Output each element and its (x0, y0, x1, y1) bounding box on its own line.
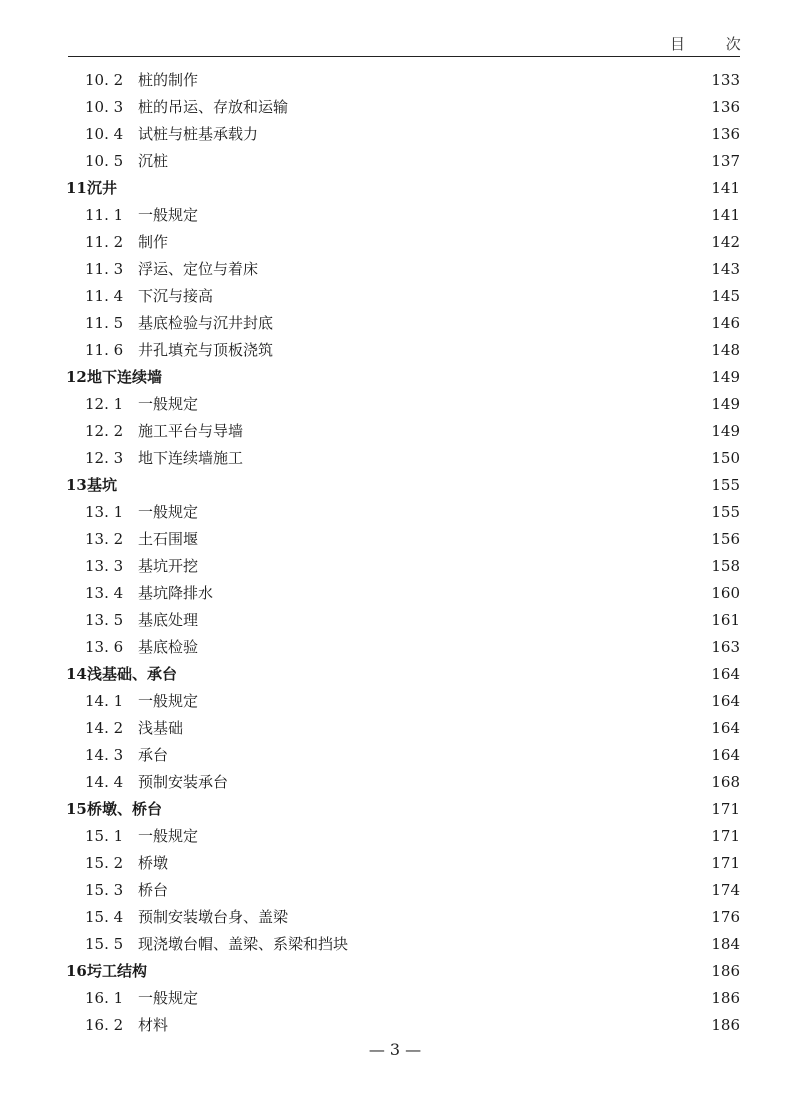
toc-entry-page: 149 (711, 368, 740, 386)
toc-entry-page: 137 (711, 152, 740, 170)
toc-section-entry (60, 94, 740, 121)
toc-entry-number: 15. 2 (85, 854, 124, 872)
toc-section-entry (60, 256, 740, 283)
toc-entry-number: 11. 6 (85, 341, 124, 359)
toc-entry-page: 174 (711, 881, 740, 899)
toc-entry-title: 一般规定 (138, 395, 199, 413)
dot-leader (165, 364, 707, 391)
toc-entry-title: 一般规定 (138, 692, 199, 710)
toc-entry-number: 15. 5 (85, 935, 124, 953)
toc-entry-page: 141 (711, 206, 740, 224)
toc-entry-page: 141 (711, 179, 740, 197)
dot-leader (171, 877, 707, 904)
toc-section-entry (60, 823, 740, 850)
dot-leader (216, 283, 707, 310)
toc-entry-number: 12. 3 (85, 449, 124, 467)
toc-entry-page: 136 (711, 125, 740, 143)
toc-entry-page: 171 (711, 827, 740, 845)
toc-section-entry (60, 229, 740, 256)
toc-entry-number: 12. 2 (85, 422, 124, 440)
toc-entry-number: 13. 6 (85, 638, 124, 656)
dot-leader (201, 553, 707, 580)
toc-entry-number: 10. 2 (85, 71, 124, 89)
dot-leader (171, 148, 707, 175)
toc-entry-title: 预制安装墩台身、盖梁 (138, 908, 289, 926)
toc-section-entry (60, 445, 740, 472)
toc-entry-title: 一般规定 (138, 989, 199, 1007)
toc-section-entry (60, 148, 740, 175)
dot-leader (150, 958, 707, 985)
toc-entry-title: 一般规定 (138, 503, 199, 521)
toc-entry-page: 155 (711, 476, 740, 494)
toc-entry-title: 地下连续墙 (87, 368, 163, 386)
toc-entry-number: 10. 4 (85, 125, 124, 143)
toc-entry-number: 15 (66, 800, 87, 818)
toc-entry-title: 施工平台与导墙 (138, 422, 244, 440)
dot-leader (120, 175, 707, 202)
toc-section-entry (60, 742, 740, 769)
dot-leader (216, 580, 707, 607)
dot-leader (276, 310, 707, 337)
dot-leader (201, 391, 707, 418)
dot-leader (201, 634, 707, 661)
toc-section-entry (60, 391, 740, 418)
toc-section-entry (60, 283, 740, 310)
toc-entry-title: 预制安装承台 (138, 773, 229, 791)
toc-section-entry (60, 418, 740, 445)
toc-entry-number: 11. 5 (85, 314, 124, 332)
dot-leader (120, 472, 707, 499)
dot-leader (171, 1012, 707, 1039)
toc-entry-page: 160 (711, 584, 740, 602)
toc-entry-number: 15. 1 (85, 827, 124, 845)
toc-entry-page: 161 (711, 611, 740, 629)
toc-entry-number: 13 (66, 476, 87, 494)
toc-section-entry (60, 553, 740, 580)
dot-leader (201, 499, 707, 526)
dot-leader (261, 121, 707, 148)
toc-entry-page: 148 (711, 341, 740, 359)
dot-leader (201, 526, 707, 553)
toc-entry-number: 12 (66, 368, 87, 386)
dot-leader (351, 931, 707, 958)
toc-section-entry (60, 904, 740, 931)
toc-entry-number: 14. 4 (85, 773, 124, 791)
toc-entry-number: 11. 4 (85, 287, 124, 305)
toc-entry-title: 圬工结构 (87, 962, 148, 980)
toc-entry-title: 现浇墩台帽、盖梁、系梁和挡块 (138, 935, 349, 953)
toc-section-entry (60, 1012, 740, 1039)
toc-entry-page: 142 (711, 233, 740, 251)
toc-entry-title: 浮运、定位与着床 (138, 260, 259, 278)
dot-leader (186, 715, 707, 742)
toc-entry-page: 186 (711, 1016, 740, 1034)
toc-entry-number: 13. 4 (85, 584, 124, 602)
toc-entry-number: 14. 3 (85, 746, 124, 764)
toc-section-entry (60, 67, 740, 94)
toc-entry-number: 13. 3 (85, 557, 124, 575)
toc-section-entry (60, 715, 740, 742)
toc-entry-title: 浅基础、承台 (87, 665, 178, 683)
dot-leader (201, 607, 707, 634)
dot-leader (201, 688, 707, 715)
toc-entry-title: 一般规定 (138, 827, 199, 845)
toc-entry-title: 沉井 (87, 179, 118, 197)
dot-leader (246, 445, 707, 472)
toc-section-entry (60, 985, 740, 1012)
dot-leader (201, 823, 707, 850)
toc-entry-title: 基底检验 (138, 638, 199, 656)
toc-entry-title: 沉桩 (138, 152, 169, 170)
toc-entry-title: 基底检验与沉井封底 (138, 314, 274, 332)
toc-section-entry (60, 310, 740, 337)
toc-entry-page: 164 (711, 746, 740, 764)
toc-entry-number: 14 (66, 665, 87, 683)
dot-leader (291, 94, 707, 121)
toc-entry-number: 11 (66, 179, 87, 197)
toc-entry-page: 163 (711, 638, 740, 656)
toc-entry-number: 16. 1 (85, 989, 124, 1007)
toc-entry-title: 下沉与接高 (138, 287, 214, 305)
dot-leader (201, 985, 707, 1012)
toc-entry-page: 158 (711, 557, 740, 575)
dot-leader (201, 202, 707, 229)
toc-entry-page: 186 (711, 989, 740, 1007)
toc-entry-title: 材料 (138, 1016, 169, 1034)
toc-entry-number: 11. 1 (85, 206, 124, 224)
toc-entry-title: 浅基础 (138, 719, 184, 737)
table-of-contents (60, 67, 740, 1039)
toc-entry-page: 143 (711, 260, 740, 278)
dot-leader (165, 796, 707, 823)
toc-entry-number: 15. 3 (85, 881, 124, 899)
toc-section-entry (60, 580, 740, 607)
dot-leader (291, 904, 707, 931)
toc-entry-page: 184 (711, 935, 740, 953)
toc-entry-number: 11. 2 (85, 233, 124, 251)
toc-entry-page: 146 (711, 314, 740, 332)
toc-entry-title: 基底处理 (138, 611, 199, 629)
toc-entry-page: 149 (711, 395, 740, 413)
toc-entry-page: 149 (711, 422, 740, 440)
toc-entry-page: 171 (711, 800, 740, 818)
toc-section-entry (60, 688, 740, 715)
toc-entry-page: 164 (711, 692, 740, 710)
toc-entry-number: 12. 1 (85, 395, 124, 413)
toc-entry-page: 164 (711, 665, 740, 683)
toc-section-entry (60, 850, 740, 877)
toc-entry-page: 145 (711, 287, 740, 305)
toc-section-entry (60, 499, 740, 526)
toc-chapter-entry (60, 472, 740, 499)
toc-chapter-entry (60, 175, 740, 202)
toc-section-entry (60, 607, 740, 634)
toc-entry-title: 承台 (138, 746, 169, 764)
toc-entry-title: 试桩与桩基承载力 (138, 125, 259, 143)
toc-entry-title: 井孔填充与顶板浇筑 (138, 341, 274, 359)
toc-entry-number: 10. 3 (85, 98, 124, 116)
toc-entry-title: 桥墩、桥台 (87, 800, 163, 818)
toc-section-entry (60, 931, 740, 958)
dot-leader (171, 850, 707, 877)
toc-entry-page: 156 (711, 530, 740, 548)
toc-entry-page: 171 (711, 854, 740, 872)
toc-entry-number: 14. 2 (85, 719, 124, 737)
toc-section-entry (60, 634, 740, 661)
toc-entry-page: 168 (711, 773, 740, 791)
toc-entry-number: 15. 4 (85, 908, 124, 926)
toc-entry-number: 16 (66, 962, 87, 980)
toc-entry-number: 13. 2 (85, 530, 124, 548)
dot-leader (171, 229, 707, 256)
toc-section-entry (60, 202, 740, 229)
toc-entry-number: 11. 3 (85, 260, 124, 278)
toc-chapter-entry (60, 796, 740, 823)
toc-chapter-entry (60, 364, 740, 391)
toc-entry-title: 土石围堰 (138, 530, 199, 548)
toc-entry-title: 基坑降排水 (138, 584, 214, 602)
toc-entry-title: 制作 (138, 233, 169, 251)
dot-leader (246, 418, 707, 445)
toc-entry-number: 13. 1 (85, 503, 124, 521)
toc-section-entry (60, 877, 740, 904)
toc-entry-title: 桩的吊运、存放和运输 (138, 98, 289, 116)
toc-section-entry (60, 121, 740, 148)
toc-entry-page: 136 (711, 98, 740, 116)
toc-entry-page: 186 (711, 962, 740, 980)
toc-entry-number: 13. 5 (85, 611, 124, 629)
toc-section-entry (60, 526, 740, 553)
toc-chapter-entry (60, 661, 740, 688)
toc-entry-title: 桥台 (138, 881, 169, 899)
toc-chapter-entry (60, 958, 740, 985)
dot-leader (171, 742, 707, 769)
toc-entry-title: 桥墩 (138, 854, 169, 872)
toc-entry-page: 155 (711, 503, 740, 521)
toc-section-entry (60, 337, 740, 364)
toc-entry-title: 基坑 (87, 476, 118, 494)
page-number: — 3 — (368, 1040, 422, 1059)
toc-entry-page: 150 (711, 449, 740, 467)
toc-section-entry (60, 769, 740, 796)
toc-entry-page: 164 (711, 719, 740, 737)
dot-leader (276, 337, 707, 364)
dot-leader (231, 769, 707, 796)
dot-leader (180, 661, 707, 688)
toc-entry-title: 一般规定 (138, 206, 199, 224)
toc-entry-number: 14. 1 (85, 692, 124, 710)
running-header: 目 次 (670, 35, 759, 53)
toc-entry-page: 133 (711, 71, 740, 89)
toc-entry-number: 16. 2 (85, 1016, 124, 1034)
toc-entry-title: 桩的制作 (138, 71, 199, 89)
toc-entry-page: 176 (711, 908, 740, 926)
header-rule (68, 56, 740, 57)
dot-leader (261, 256, 707, 283)
toc-entry-number: 10. 5 (85, 152, 124, 170)
toc-entry-title: 基坑开挖 (138, 557, 199, 575)
toc-entry-title: 地下连续墙施工 (138, 449, 244, 467)
dot-leader (201, 67, 707, 94)
